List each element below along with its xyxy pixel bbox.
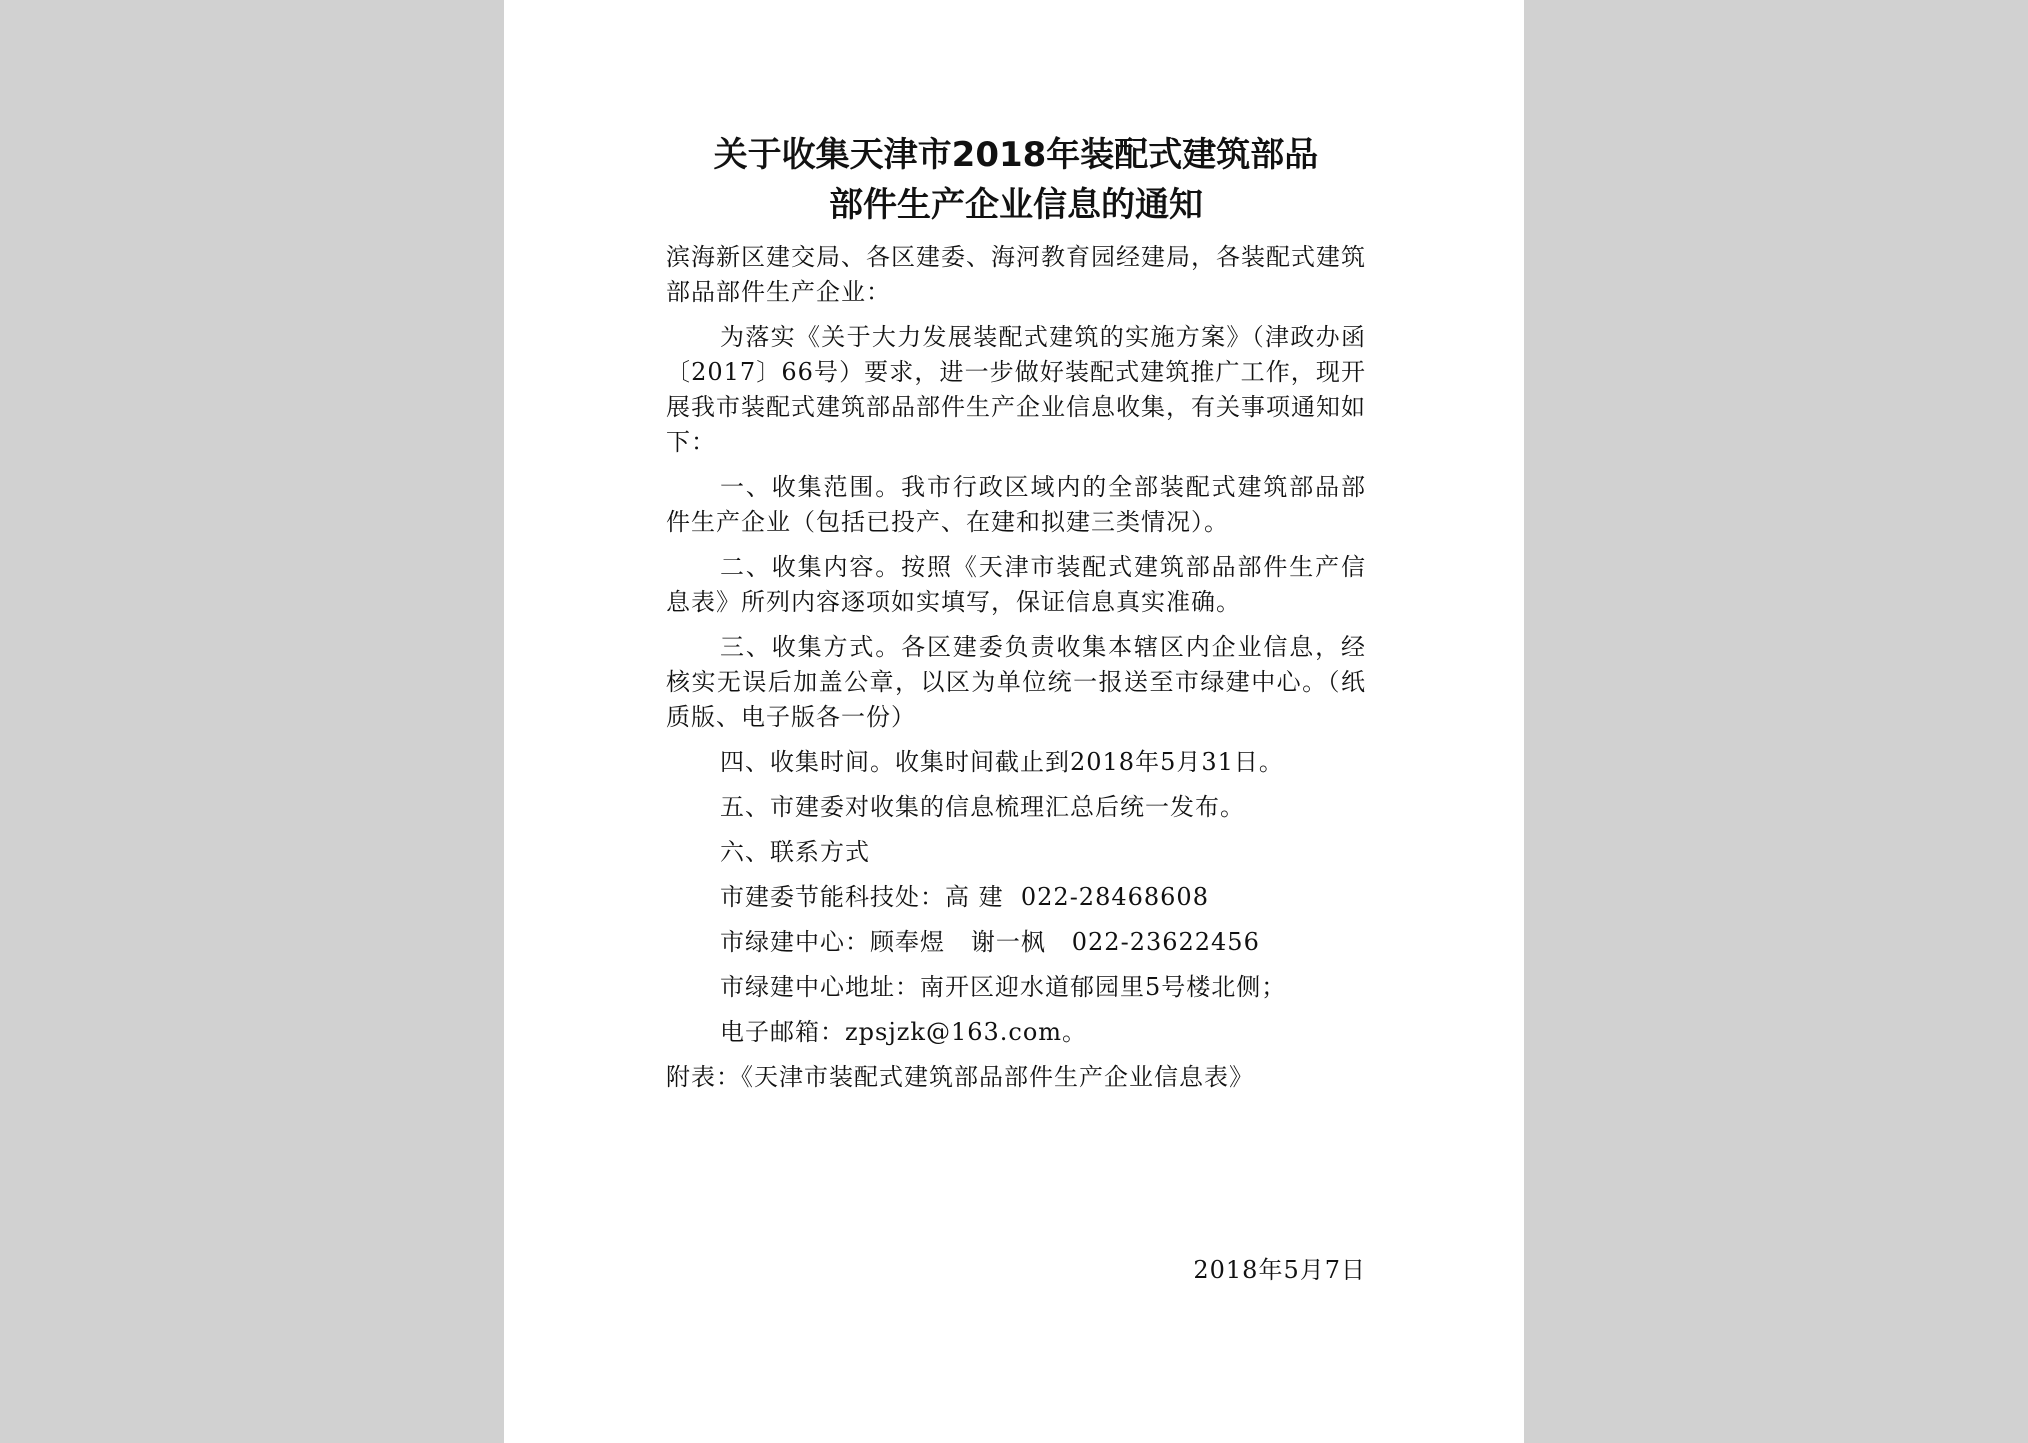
item-time: 四、收集时间。收集时间截止到2018年5月31日。 [720, 748, 1284, 776]
contact-energy-office: 市建委节能科技处：高 建 022-28468608 [720, 883, 1209, 911]
title-line-2: 部件生产企业信息的通知 [829, 185, 1203, 225]
document-date: 2018年5月7日 [1193, 1256, 1366, 1284]
contact-green-center: 市绿建中心：顾奉煜 谢一枫 022-23622456 [720, 928, 1260, 956]
addressee: 滨海新区建交局、各区建委、海河教育园经建局，各装配式建筑部品部件生产企业： [666, 243, 1366, 306]
attachment-note: 附表：《天津市装配式建筑部品部件生产企业信息表》 [666, 1063, 1254, 1091]
intro-paragraph: 为落实《关于大力发展装配式建筑的实施方案》（津政办函〔2017〕66号）要求，进一步做好装配式建筑推广工作，现开展我市装配式建筑部品部件生产企业信息收集，有关事项通知如下： [666, 323, 1366, 456]
document-page [504, 0, 1524, 1443]
item-contact-heading: 六、联系方式 [720, 838, 870, 866]
item-content: 二、收集内容。按照《天津市装配式建筑部品部件生产信息表》所列内容逐项如实填写，保证信息真实准确。 [666, 553, 1366, 616]
item-publish: 五、市建委对收集的信息梳理汇总后统一发布。 [720, 793, 1245, 821]
item-method: 三、收集方式。各区建委负责收集本辖区内企业信息，经核实无误后加盖公章，以区为单位统一报送至市绿建中心。（纸质版、电子版各一份） [666, 633, 1366, 731]
document-body [666, 130, 1366, 1284]
contact-address: 市绿建中心地址：南开区迎水道郁园里5号楼北侧； [720, 973, 1287, 1001]
title-line-1: 关于收集天津市2018年装配式建筑部品 [713, 135, 1319, 175]
document-title [666, 130, 1366, 230]
contact-email: 电子邮箱：zpsjzk@163.com。 [720, 1018, 1088, 1046]
item-scope: 一、收集范围。我市行政区域内的全部装配式建筑部品部件生产企业（包括已投产、在建和拟建三类情况）。 [666, 473, 1366, 536]
